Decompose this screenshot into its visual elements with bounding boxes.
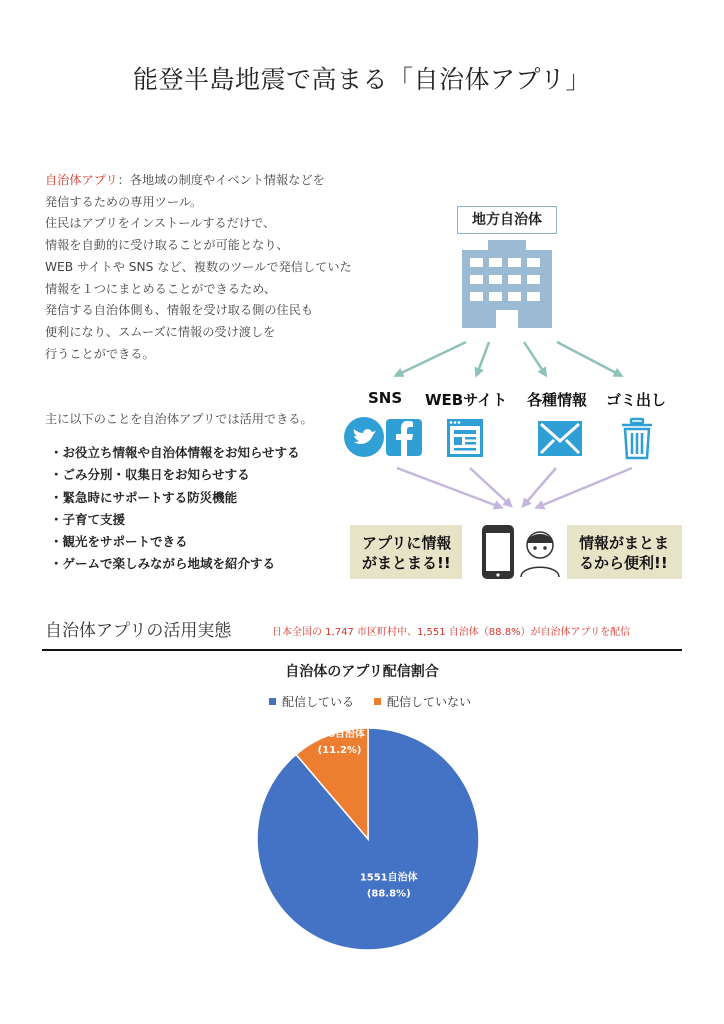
box-line: 情報がまとま [579,534,670,552]
divider [42,649,682,651]
list-item: ・ 緊急時にサポートする防災機能 [50,487,300,509]
legend-label: 配信している [282,695,355,709]
intro-line-1-rest: ：各地域の制度やイベント情報などを [117,173,325,187]
stat-note: 日本全国の 1,747 市区町村中、1,551 自治体（88.8%）が自治体アプリを配信 [272,627,631,638]
box-line: アプリに情報 [362,534,452,552]
category-web: WEBサイト [425,391,508,409]
legend-label: 配信していない [387,695,472,709]
slice-label: 196自治体 [314,729,365,741]
intro-term: 自治体アプリ [45,173,118,187]
chart-title: 自治体のアプリ配信割合 [285,664,439,680]
intro-line: WEB サイトや SNS など、複数のツールで発信していた [45,259,352,274]
legend-item-distributing [269,693,354,710]
category-info: 各種情報 [527,391,588,409]
building-icon [462,240,552,328]
intro-line: 発信するための専用ツール。 [45,194,203,209]
intro-line: 行うことができる。 [45,346,155,361]
uses-intro: 主に以下のことを自治体アプリでは活用できる。 [45,412,313,426]
category-garbage: ゴミ出し [606,391,667,409]
legend-swatch [374,698,381,705]
list-item: ・ ゲームで楽しみながら地域を紹介する [50,553,300,575]
intro-line: 発信する自治体側も、情報を受け取る側の住民も [45,303,314,318]
app-benefit-box [350,525,462,579]
list-item: ・ 観光をサポートできる [50,531,300,553]
intro-line: 便利になり、スムーズに情報の受け渡しを [45,324,276,339]
mail-icon [538,421,582,456]
smartphone-icon [482,525,514,579]
section-title: 自治体アプリの活用実態 [45,621,232,641]
legend-swatch [269,698,276,705]
pie-chart [240,720,500,960]
slice-percent-label: (11.2%) [317,745,362,757]
source-arrows [397,342,620,375]
box-line: がまとまる!! [362,554,451,572]
slice-label: 1551自治体 [359,872,418,884]
box-line: るから便利!! [579,554,668,572]
intro-line: 情報を自動的に受け取ることが可能となり、 [45,238,289,253]
converge-arrows [397,468,632,507]
municipality-label: 地方自治体 [457,206,557,234]
slice-percent-label: (88.8%) [366,888,411,900]
legend-item-not-distributing [374,693,471,710]
user-benefit-box [567,525,682,579]
list-item: ・ ごみ分別・収集日をお知らせする [50,464,300,486]
person-icon [521,532,559,577]
intro-line: 住民はアプリをインストールするだけで、 [45,216,276,231]
list-item: ・ お役立ち情報や自治体情報をお知らせする [50,442,300,464]
twitter-icon [344,417,384,457]
category-sns: SNS [368,389,403,407]
facebook-icon [386,419,422,456]
web-page-icon [447,419,483,457]
intro-line: 情報を１つにまとめることができるため、 [45,281,277,296]
trash-icon [622,419,652,458]
list-item: ・ 子育て支援 [50,509,300,531]
page-title: 能登半島地震で高まる「自治体アプリ」 [132,65,591,94]
